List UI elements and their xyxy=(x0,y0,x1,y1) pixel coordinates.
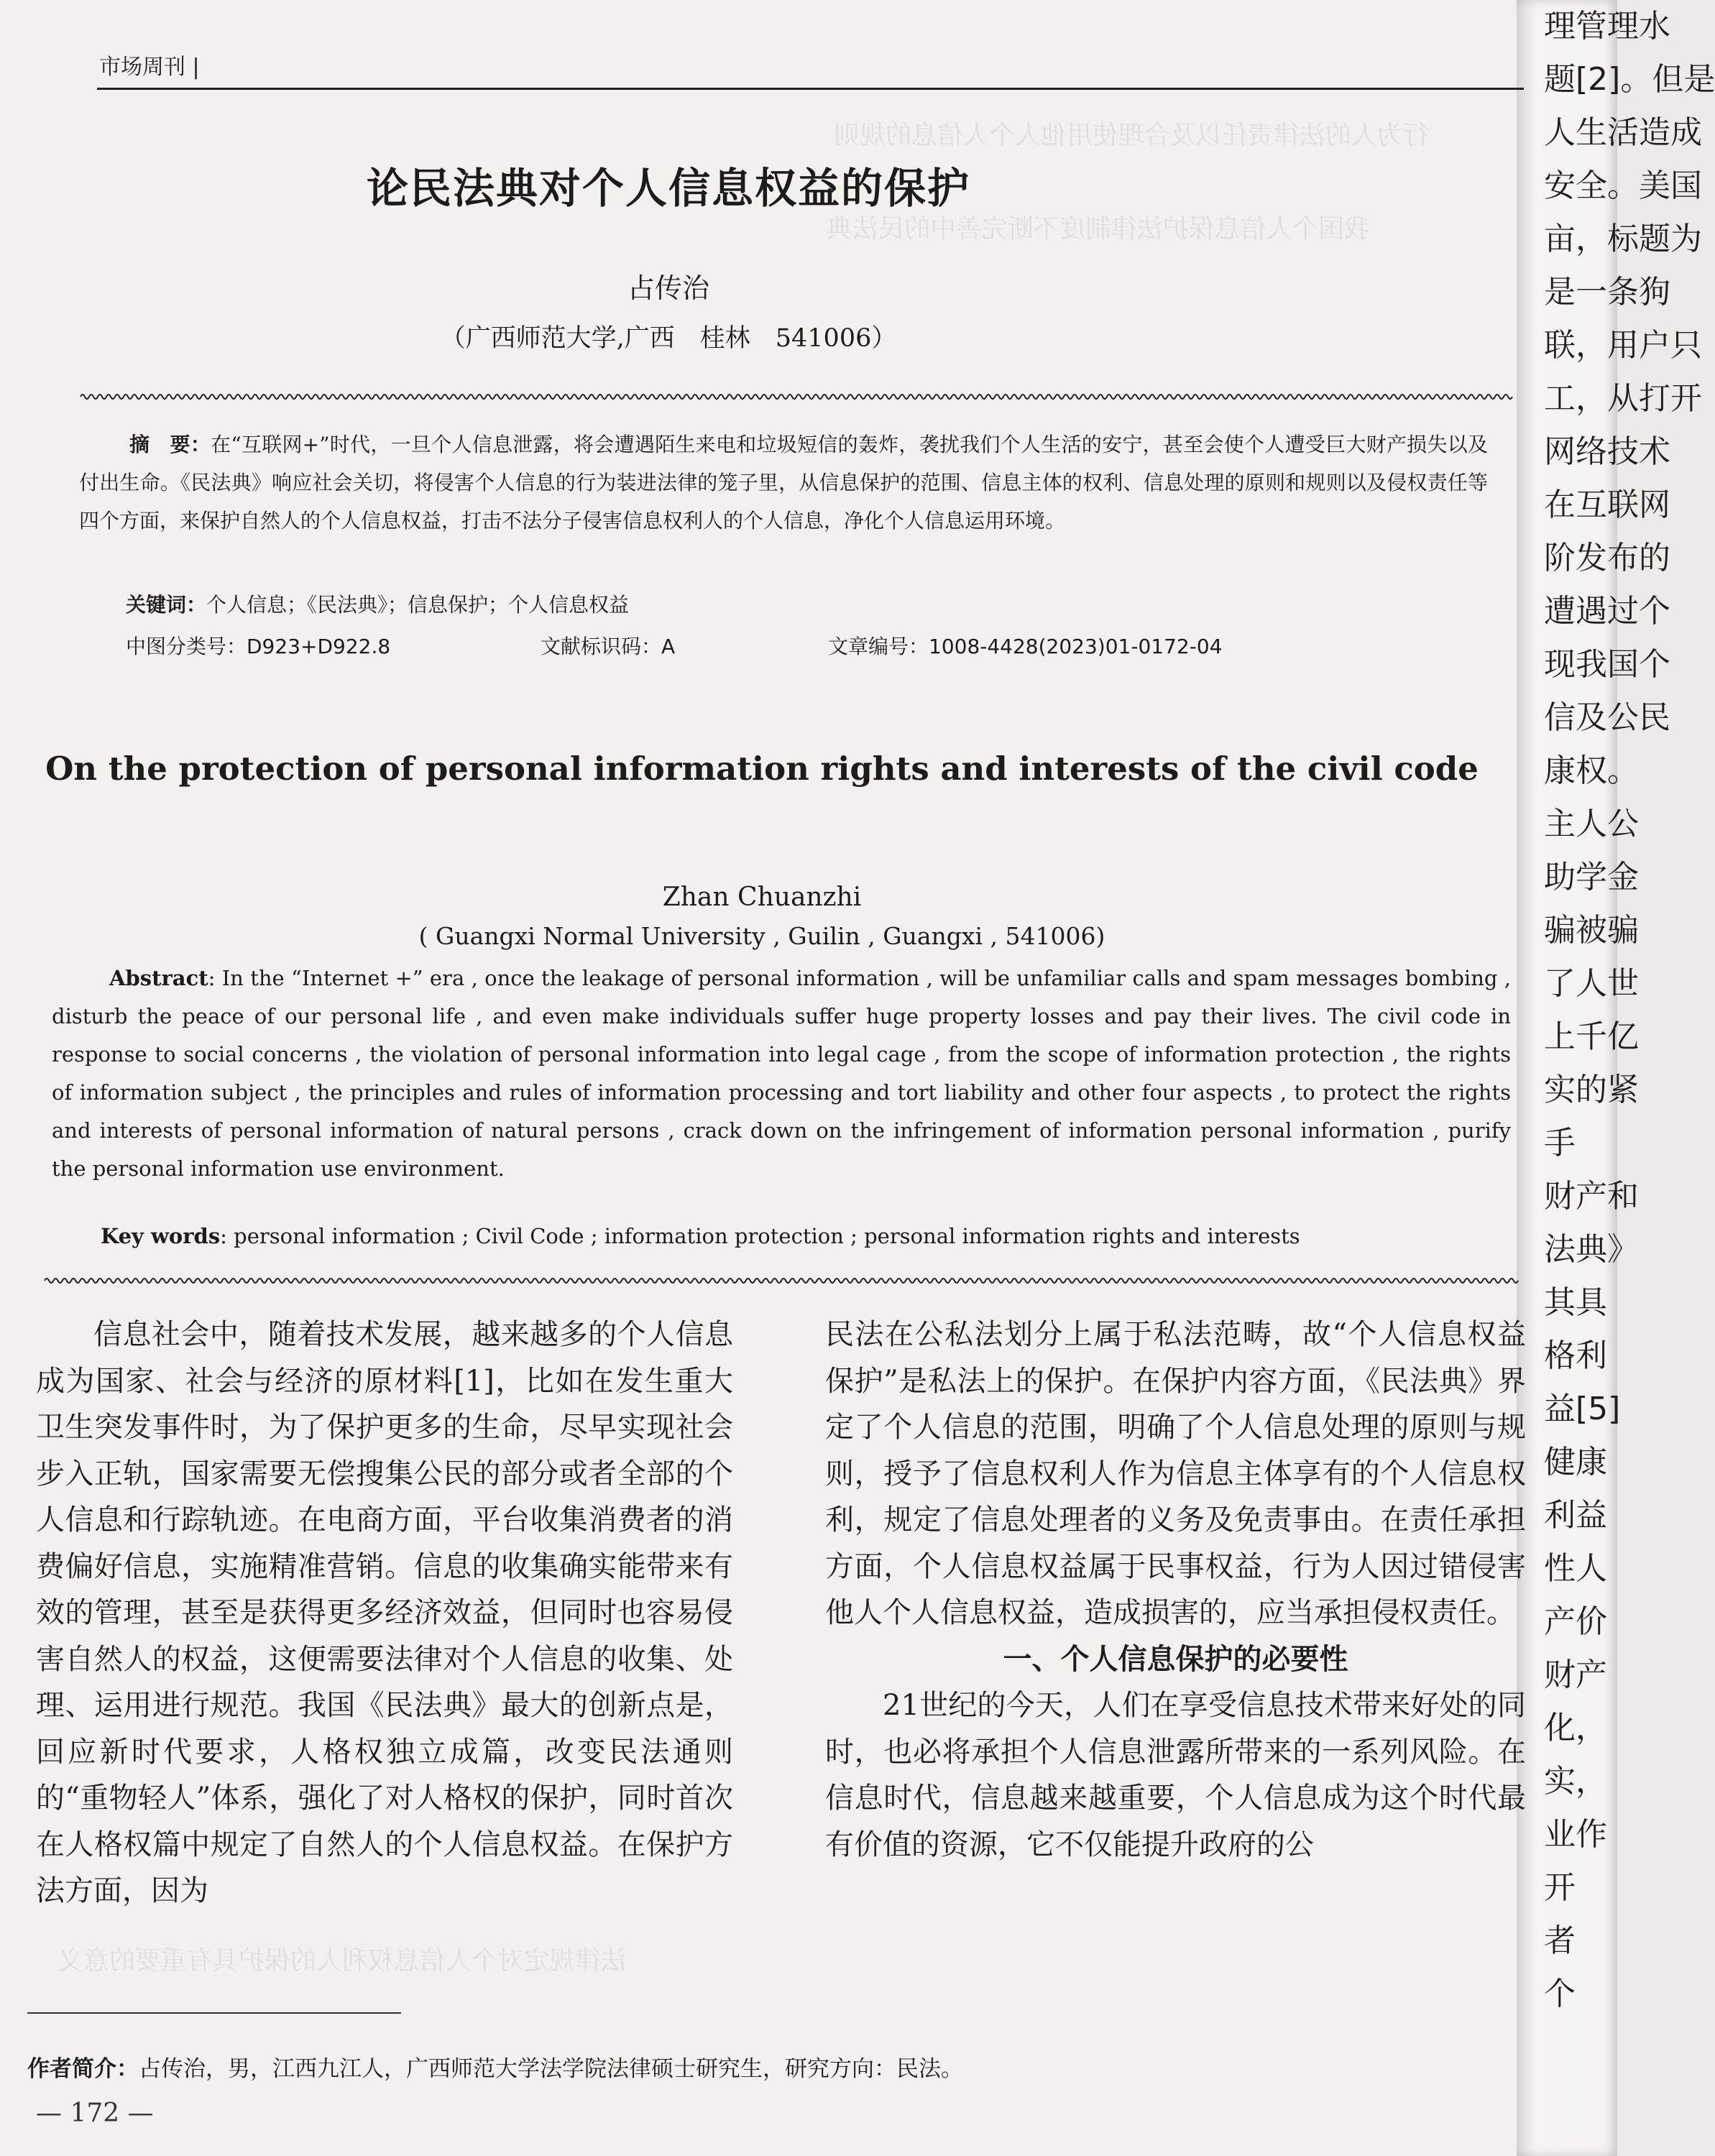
edge-line: 网络技术 xyxy=(1544,433,1670,470)
page-number: — 172 — xyxy=(36,2099,154,2128)
author-en: Zhan Chuanzhi xyxy=(662,883,862,912)
keywords-cn xyxy=(126,589,629,618)
article-title-en: On the protection of personal information rights and interests of the civil code xyxy=(45,750,1479,788)
edge-line: 益[5] xyxy=(1544,1391,1621,1427)
edge-line: 产价 xyxy=(1544,1603,1607,1640)
header-rule xyxy=(97,88,1524,90)
keywords-cn-text: 个人信息；《民法典》；信息保护；个人信息权益 xyxy=(206,593,630,617)
keywords-cn-label: 关键词： xyxy=(126,593,207,617)
edge-line: 主人公 xyxy=(1544,806,1639,842)
abstract-en xyxy=(52,959,1511,1188)
keywords-en xyxy=(101,1224,1300,1248)
abstract-cn-label: 摘 要： xyxy=(129,433,211,456)
edge-line: 化， xyxy=(1544,1710,1607,1746)
keywords-en-label: Key words xyxy=(101,1224,221,1248)
body-paragraph: 信息社会中，随着技术发展，越来越多的个人信息成为国家、社会与经济的原材料[1]，比如在发生重大卫生突发事件时，为了保护更多的生命，尽早实现社会步入正轨，国家需要无偿搜集公民的部分或者全部的个人信息和行踪轨迹。在电商方面，平台收集消费者的消费偏好信息，实施精准营销。信息的收集确实能带来有效的管理，甚至是获得更多经济效益，但同时也容易侵害自然人的权益，这便需要法律对个人信息的收集、处理、运用进行规范。我国《民法典》最大的创新点是，回应新时代要求，人格权独立成篇，改变民法通则的“重物轻人”体系，强化了对人格权的保护，同时首次在人格权篇中规定了自然人的个人信息权益。在保护方法方面，因为 xyxy=(36,1318,733,1907)
edge-line: 手 xyxy=(1544,1125,1576,1161)
edge-line: 亩，标题为 xyxy=(1544,221,1702,257)
author-footnote xyxy=(27,2050,963,2083)
edge-line: 康权。 xyxy=(1544,752,1639,789)
body-column-right xyxy=(825,1312,1526,1868)
edge-line: 其具 xyxy=(1544,1284,1607,1321)
edge-line: 联，用户只 xyxy=(1544,327,1702,364)
abstract-en-text: : In the “Internet +” era , once the leakage of personal information , will be unfamiliar calls and spam messages bombing , disturb the peace of our personal life , and even make individuals suffer huge property losses and pay their lives. The civil code in response to social concerns , the violation of personal information into legal cage , from the scope of information protection , the rights of information subject , the principles and rules of information processing and tort liability and other four aspects , to protect the rights and interests of personal information of natural persons , crack down on the infringement of information personal information , purify the personal information use environment. xyxy=(52,966,1511,1181)
wavy-divider-top xyxy=(81,392,1512,402)
edge-line: 实， xyxy=(1544,1763,1607,1800)
edge-line: 理管理水 xyxy=(1544,8,1670,45)
article-title-cn: 论民法典对个人信息权益的保护 xyxy=(366,164,970,213)
edge-line: 助学金 xyxy=(1544,859,1639,895)
edge-line: 现我国个 xyxy=(1544,646,1670,683)
affiliation-en: ( Guangxi Normal University , Guilin , Guangxi , 541006) xyxy=(418,922,1105,950)
edge-line: 骗被骗 xyxy=(1544,912,1639,949)
body-paragraph: 民法在公私法划分上属于私法范畴，故“个人信息权益保护”是私法上的保护。在保护内容方面，《民法典》界定了个人信息的范围，明确了个人信息处理的原则与规则，授予了信息权利人作为信息主体享有的个人信息权利，规定了信息处理者的义务及免责事由。在责任承担方面，个人信息权益属于民事权益，行为人因过错侵害他人个人信息权益，造成损害的，应当承担侵权责任。 xyxy=(825,1318,1526,1629)
footnote-text: 占传治，男，江西九江人，广西师范大学法学院法律硕士研究生，研究方向：民法。 xyxy=(139,2056,963,2082)
edge-line: 了人世 xyxy=(1544,965,1639,1002)
next-page-edge-text xyxy=(1544,0,1715,2021)
edge-line: 信及公民 xyxy=(1544,699,1670,736)
edge-line: 安全。美国 xyxy=(1544,167,1702,204)
edge-line: 题[2]。但是 xyxy=(1544,61,1715,98)
footnote-rule xyxy=(27,2012,401,2014)
document-code: 文献标识码：A xyxy=(541,635,676,658)
footnote-label: 作者简介： xyxy=(27,2056,139,2082)
keywords-en-text: : personal information ; Civil Code ; information protection ; personal information rights and interests xyxy=(220,1224,1300,1248)
edge-line: 格利 xyxy=(1544,1337,1607,1374)
journal-header: 市场周刊 | xyxy=(99,55,200,80)
wavy-divider-bottom xyxy=(45,1276,1518,1286)
edge-line: 实的紧 xyxy=(1544,1072,1639,1108)
edge-line: 在互联网 xyxy=(1544,487,1670,523)
edge-line: 健康 xyxy=(1544,1444,1607,1480)
edge-line: 财产 xyxy=(1544,1657,1607,1693)
edge-line: 遭遇过个 xyxy=(1544,593,1670,630)
edge-line: 个 xyxy=(1544,1976,1576,2012)
abstract-en-label: Abstract xyxy=(109,966,208,990)
edge-line: 是一条狗 xyxy=(1544,274,1670,310)
body-paragraph: 21世纪的今天，人们在享受信息技术带来好处的同时，也必将承担个人信息泄露所带来的一系列风险。在信息时代，信息越来越重要，个人信息成为这个时代最有价值的资源，它不仅能提升政府的公 xyxy=(825,1689,1526,1861)
edge-line: 业作 xyxy=(1544,1816,1607,1853)
edge-line: 法典》 xyxy=(1544,1231,1639,1268)
edge-line: 利益 xyxy=(1544,1497,1607,1534)
edge-line: 性人 xyxy=(1544,1550,1607,1587)
section-heading: 一、个人信息保护的必要性 xyxy=(1003,1642,1348,1676)
edge-line: 财产和 xyxy=(1544,1178,1639,1215)
abstract-cn xyxy=(79,425,1488,540)
edge-line: 上千亿 xyxy=(1544,1018,1639,1055)
edge-line: 阶发布的 xyxy=(1544,540,1670,576)
edge-line: 工，从打开 xyxy=(1544,380,1702,417)
edge-line: 人生活造成 xyxy=(1544,114,1702,151)
author-cn: 占传治 xyxy=(627,272,709,304)
body-column-left xyxy=(36,1312,733,1915)
edge-line: 开 xyxy=(1544,1869,1576,1906)
clc-number: 中图分类号：D923+D922.8 xyxy=(126,635,391,658)
affiliation-cn: （广西师范大学,广西 桂林 541006） xyxy=(440,324,897,353)
abstract-cn-text: 在“互联网+”时代，一旦个人信息泄露，将会遭遇陌生来电和垃圾短信的轰炸，袭扰我们个人生活的安宁，甚至会使个人遭受巨大财产损失以及付出生命。《民法典》响应社会关切，将侵害个人信息的行为装进法律的笼子里，从信息保护的范围、信息主体的权利、信息处理的原则和规则以及侵权责任等四个方面，来保护自然人的个人信息权益，打击不法分子侵害信息权利人的个人信息，净化个人信息运用环境。 xyxy=(79,433,1488,533)
edge-line: 者 xyxy=(1544,1922,1576,1959)
article-number: 文章编号：1008-4428(2023)01-0172-04 xyxy=(828,635,1223,658)
